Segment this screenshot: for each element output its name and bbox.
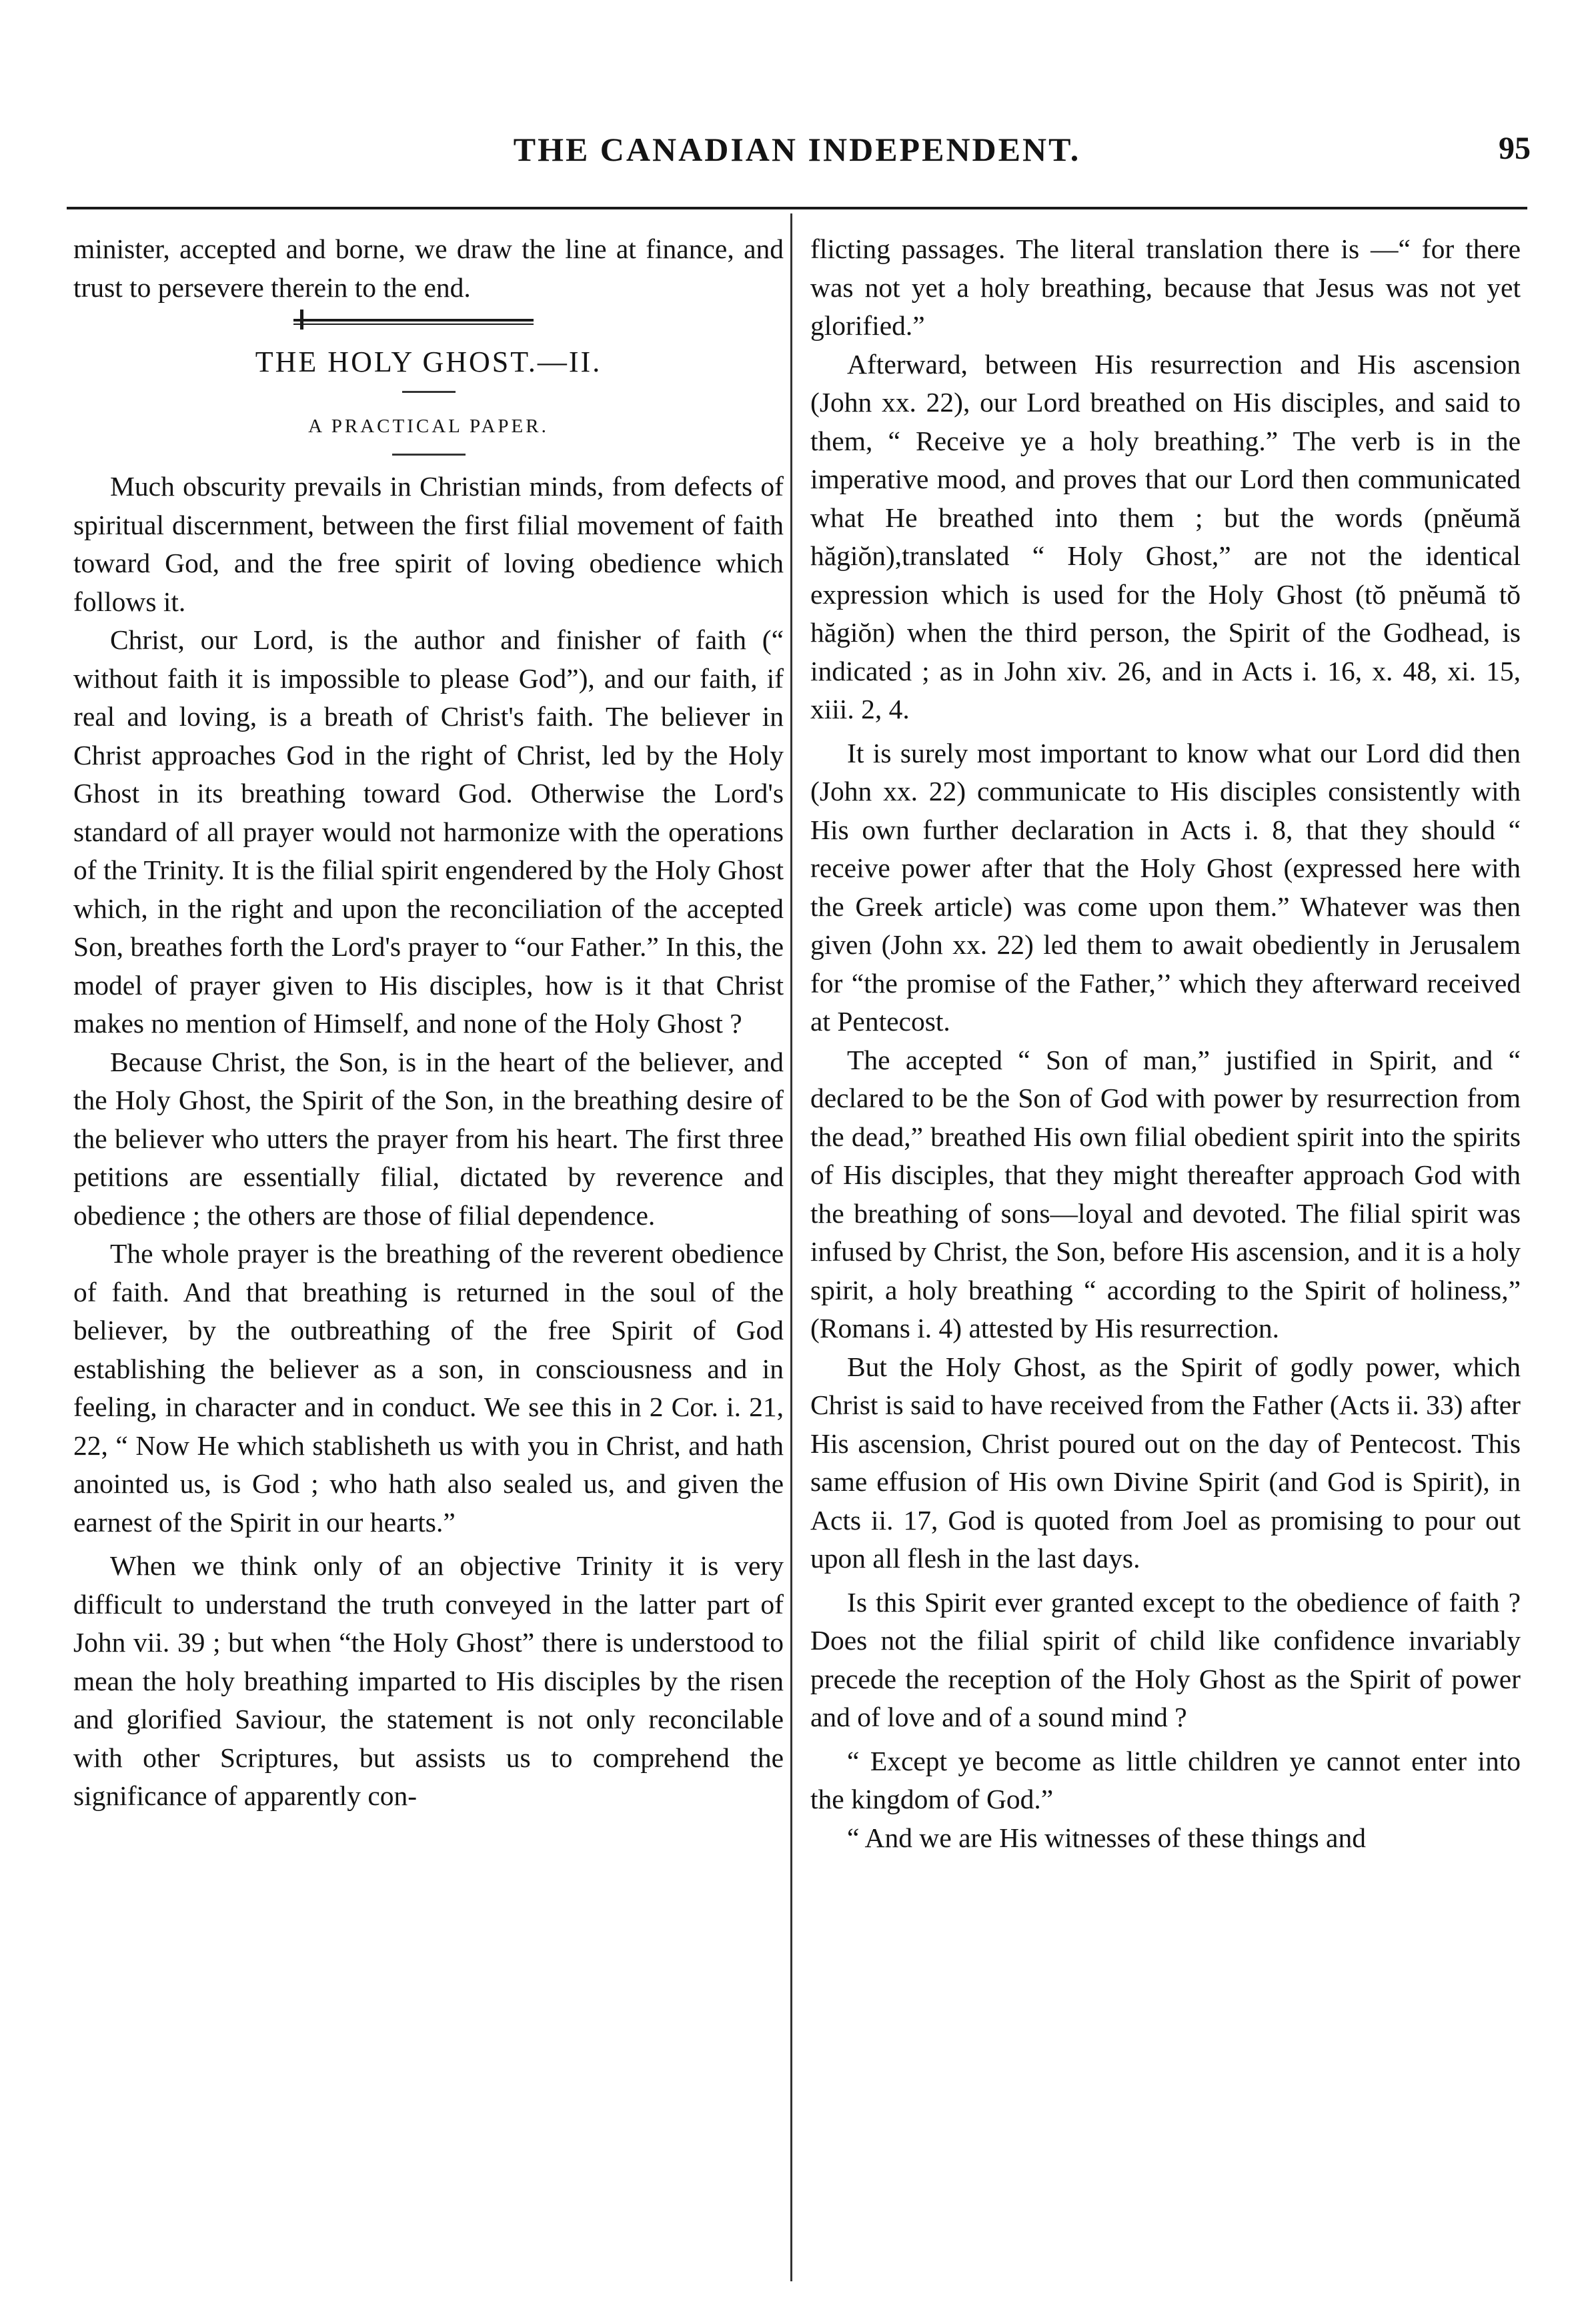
paragraph: The whole prayer is the breathing of the reverent obedience of faith. And that breathing is returned in the soul of the believer, by the outbreathing of the free Spirit of God establishing the believer as a son, in consciousness and in feeling, in character and in conduct. We see this in 2 Cor. i. 21, 22, “ Now He which stablisheth us with you in Christ, and hath anointed us, is God ; who hath also sealed us, and given the earnest of the Spirit in our hearts.” — [73, 1238, 784, 1538]
right-column — [810, 230, 1521, 1857]
paragraph: It is surely most important to know what our Lord did then (John xx. 22) communicate to His disciples consistently with His own further declaration in Acts i. 8, that they should “ receive power after that the Holy Ghost (expressed here with the Greek article) was come upon them.” Whatever was then given (John xx. 22) led them to await obediently in Jerusalem for “the promise of the Father,’’ which they afterward received at Pentecost. — [810, 737, 1521, 1037]
paragraph: “ Except ye become as little children ye cannot enter into the kingdom of God.” — [810, 1745, 1521, 1814]
paragraph: Afterward, between His resurrection and His ascension (John xx. 22), our Lord breathed on His disciples, and said to them, “ Receive ye a holy breathing.” The verb is in the imperative mood, and proves that our Lord then communicated what He breathed into them ; but the words (pnĕumă hăgiŏn),translated “ Holy Ghost,” are not the identical expression which is used for the Holy Ghost (tŏ pnĕumă tŏ hăgiŏn) when the third person, the Spirit of the Godhead, is indicated ; as in John xiv. 26, and in Acts i. 16, x. 48, xi. 15, xiii. 2, 4. — [810, 348, 1521, 724]
paragraph: But the Holy Ghost, as the Spirit of godly power, which Christ is said to have received from the Father (Acts ii. 33) after His ascension, Christ poured out on the day of Pentecost. This same effusion of His own Divine Spirit (and God is Spirit), in Acts ii. 17, God is quoted from Joel as promising to pour out upon all flesh in the last days. — [810, 1351, 1521, 1574]
ornament-bar — [293, 319, 534, 325]
paragraph: Is this Spirit ever granted except to the obedience of faith ? Does not the filial spirit of child like confidence invariably precede the reception of the Holy Ghost as the Spirit of power and of love and of a sound mind ? — [810, 1586, 1521, 1732]
running-title: THE CANADIAN INDEPENDENT. — [513, 131, 1081, 168]
page-header — [63, 130, 1531, 183]
paragraph: When we think only of an objective Trinity it is very difficult to understand the truth conveyed in the latter part of John vii. 39 ; but when “the Holy Ghost” there is understood to mean the holy breathing imparted to His disciples by the risen and glorified Saviour, the statement is not only reconcilable with other Scriptures, but assists us to comprehend the significance of apparently con- — [73, 1550, 784, 1811]
continuation-paragraph: minister, accepted and borne, we draw the line at finance, and trust to persevere therein to the end. — [73, 233, 784, 303]
left-column — [73, 230, 784, 1816]
subtitle-rule — [392, 454, 466, 456]
ornament-knot — [300, 310, 321, 330]
paragraph: Christ, our Lord, is the author and finisher of faith (“ without faith it is impossible to please God”), and our faith, if real and loving, is a breath of Christ's faith. The believer in Christ approaches God in the right of Christ, led by the Holy Ghost in its breathing toward God. Otherwise the Lord's standard of all prayer would not harmonize with the operations of the Trinity. It is the filial spirit engendered by the Holy Ghost which, in the right and upon the reconciliation of the accepted Son, breathes forth the Lord's prayer to “our Father.” In this, the model of prayer given to His disciples, how is it that Christ makes no mention of Himself, and none of the Holy Ghost ? — [73, 624, 784, 1039]
paragraph: flicting passages. The literal translation there is —“ for there was not yet a holy breathing, because that Jesus was not yet glorified.” — [810, 233, 1521, 341]
ornamental-rule — [73, 310, 784, 336]
page-number: 95 — [1499, 131, 1531, 166]
title-rule — [402, 391, 456, 393]
paragraph: “ And we are His witnesses of these things and — [847, 1822, 1366, 1853]
paragraph: Because Christ, the Son, is in the heart of the believer, and the Holy Ghost, the Spirit of the Son, in the breathing desire of the believer who utters the prayer from his heart. The first three petitions are essentially filial, dictated by reverence and obedience ; the others are those of filial dependence. — [73, 1046, 784, 1231]
paragraph: The accepted “ Son of man,” justified in Spirit, and “ declared to be the Son of God with power by resurrection from the dead,” breathed His own filial obedient spirit into the spirits of His disciples, that they might thereafter approach God with the breathing of sons—loyal and devoted. The filial spirit was infused by Christ, the Son, before His ascension, and it is a holy spirit, a holy breathing “ according to the Spirit of holiness,” (Romans i. 4) attested by His resurrection. — [810, 1044, 1521, 1343]
header-rule — [67, 207, 1527, 209]
article-title: THE HOLY GHOST.—II. — [255, 346, 602, 378]
column-divider — [790, 213, 792, 2281]
article-subtitle: A PRACTICAL PAPER. — [308, 415, 549, 437]
paragraph: Much obscurity prevails in Christian minds, from defects of spiritual discernment, between the first filial movement of faith toward God, and the free spirit of loving obedience which follows it. — [73, 471, 784, 617]
